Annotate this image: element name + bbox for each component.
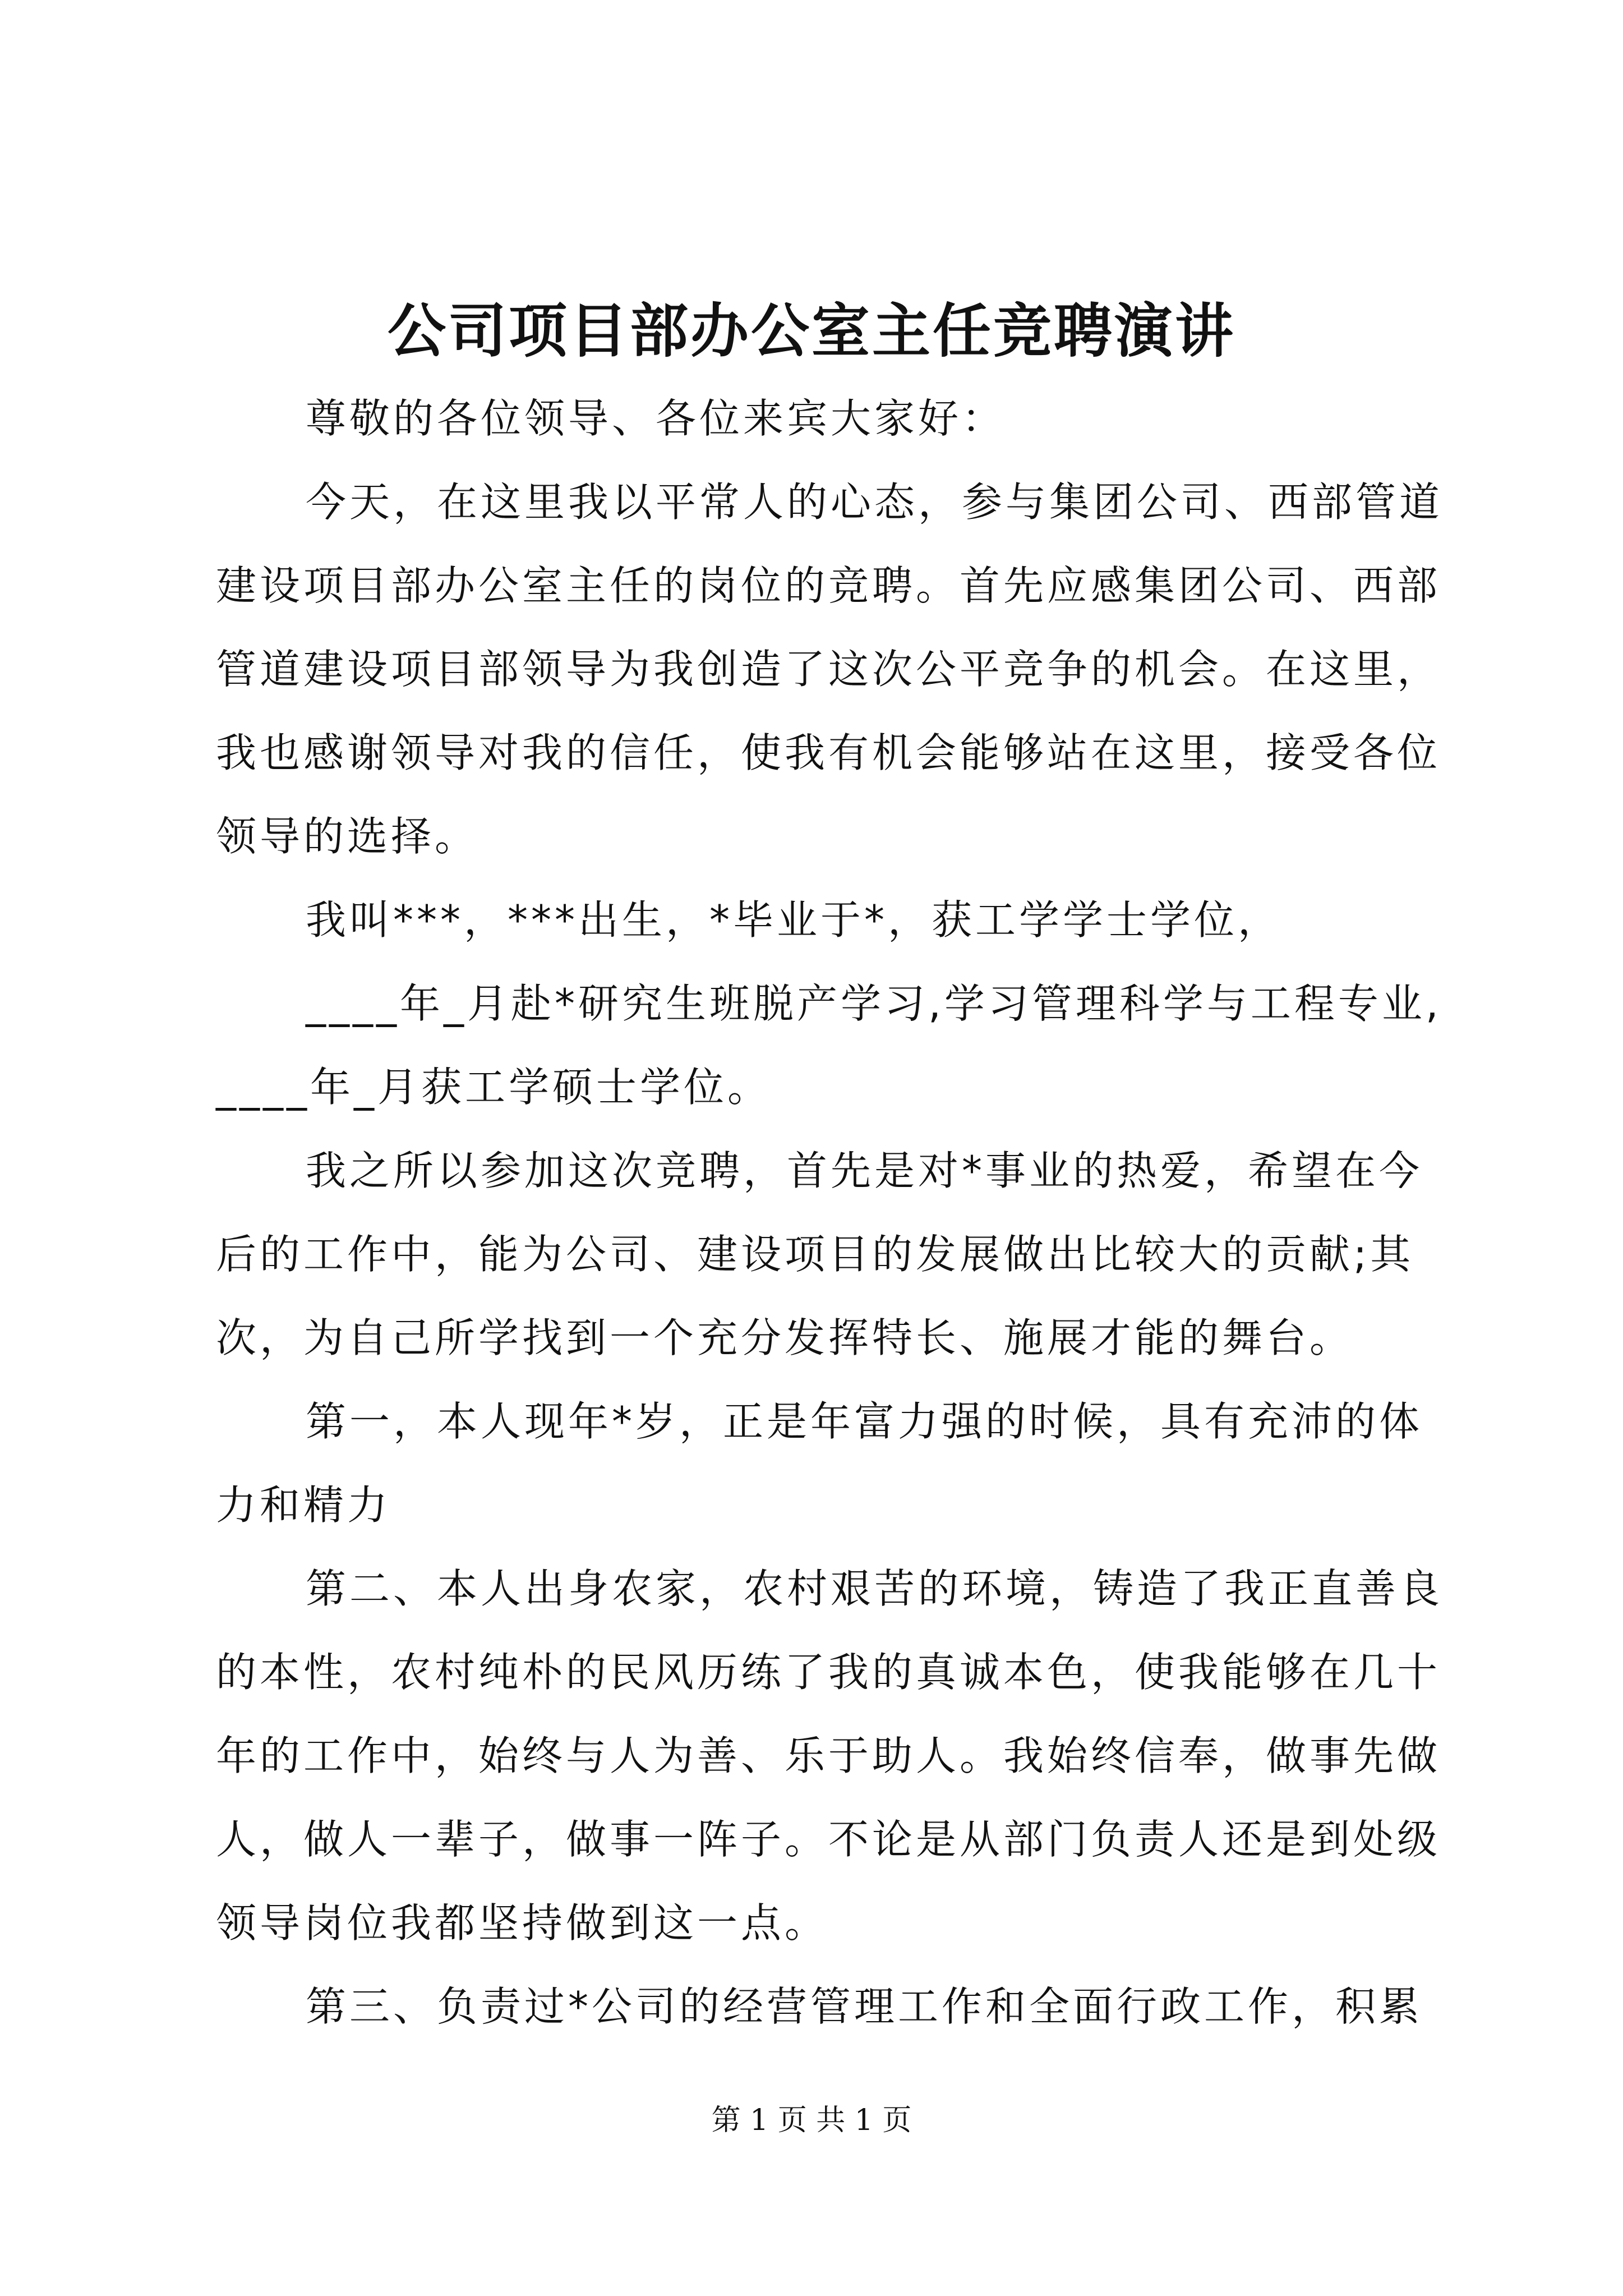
body-line: 第一，本人现年*岁，正是年富力强的时候，具有充沛的体 [306,1398,1423,1445]
body-line: 我之所以参加这次竞聘，首先是对*事业的热爱，希望在今 [306,1147,1423,1194]
body-line: 的本性，农村纯朴的民风历练了我的真诚本色，使我能够在几十 [216,1649,1441,1696]
page-footer: 第 1 页 共 1 页 [711,2104,912,2137]
body-line: 我叫***，***出生，*毕业于*，获工学学士学位， [306,896,1282,944]
body-line: ____年_月获工学硕士学位。 [216,1064,772,1111]
body-line: 我也感谢领导对我的信任，使我有机会能够站在这里，接受各位 [216,729,1441,776]
body-line: 人，做人一辈子，做事一阵子。不论是从部门负责人还是到处级 [216,1816,1441,1863]
document-body [216,377,1444,2049]
body-line: 第二、本人出身农家，农村艰苦的环境，铸造了我正直善良 [306,1565,1444,1612]
body-line: 管道建设项目部领导为我创造了这次公平竞争的机会。在这里， [216,646,1441,693]
body-line: 次，为自己所学找到一个充分发挥特长、施展才能的舞台。 [216,1314,1354,1361]
body-line: 年的工作中，始终与人为善、乐于助人。我始终信奉，做事先做 [216,1732,1441,1779]
body-line: 今天，在这里我以平常人的心态，参与集团公司、西部管道 [306,478,1444,526]
document-title: 公司项目部办公室主任竞聘演讲 [387,296,1235,365]
body-line: 领导的选择。 [216,813,479,860]
body-line: 后的工作中，能为公司、建设项目的发展做出比较大的贡献;其 [216,1231,1414,1278]
body-line: 建设项目部办公室主任的岗位的竞聘。首先应感集团公司、西部 [216,562,1441,609]
body-line: 尊敬的各位领导、各位来宾大家好： [306,395,1006,442]
body-line: 领导岗位我都坚持做到这一点。 [216,1899,829,1947]
body-line: ____年_月赴*研究生班脱产学习,学习管理科学与工程专业, [306,980,1442,1027]
body-line: 力和精力 [216,1481,391,1529]
body-line: 第三、负责过*公司的经营管理工作和全面行政工作，积累 [306,1983,1423,2030]
